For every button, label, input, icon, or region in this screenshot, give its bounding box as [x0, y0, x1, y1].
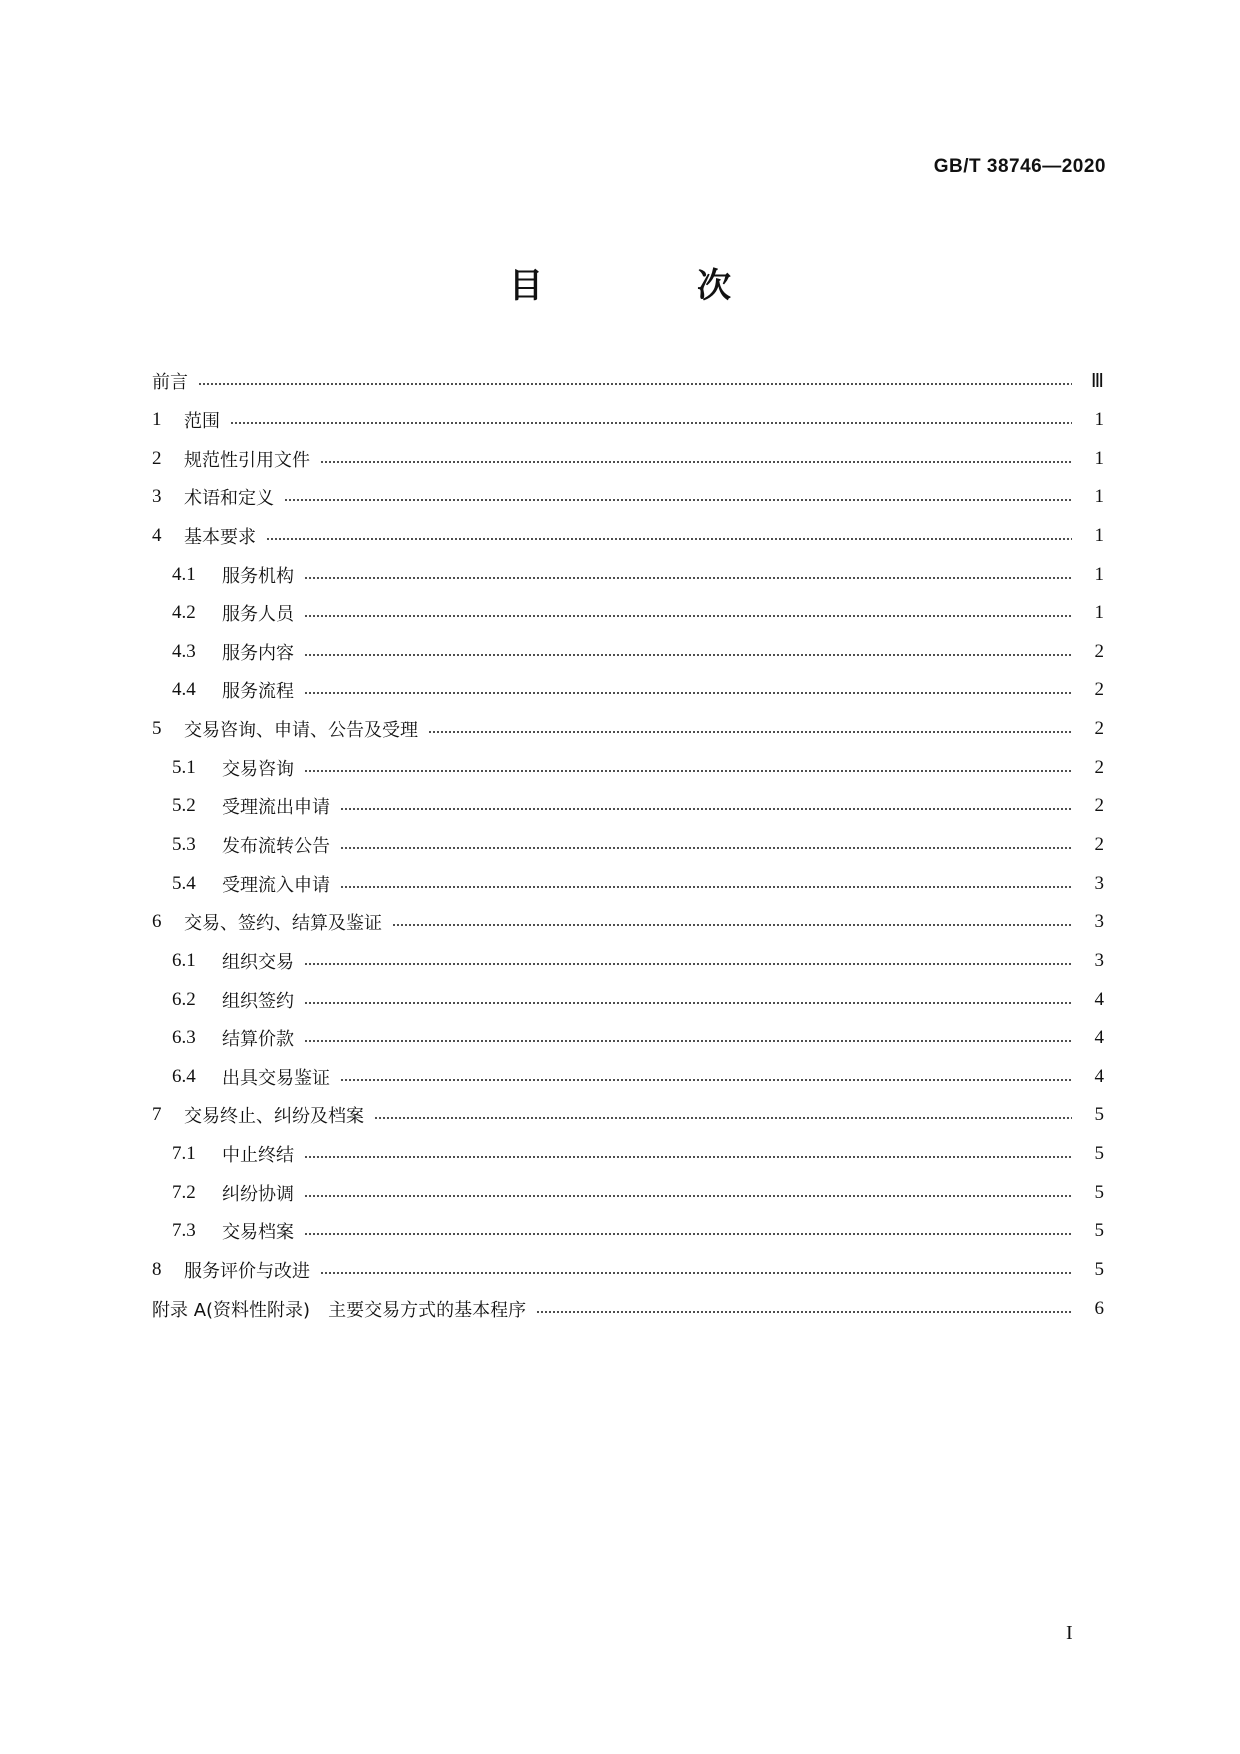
toc-entry-title: 服务机构	[222, 565, 294, 587]
toc-entry-title: 范围	[184, 410, 220, 432]
toc-entry-title: 交易咨询	[222, 758, 294, 780]
dot-leader	[304, 770, 1072, 772]
toc-entry[interactable]	[152, 671, 1104, 710]
dot-leader	[266, 538, 1072, 540]
toc-entry-page: 2	[1094, 679, 1104, 701]
toc-entry-page: 4	[1094, 988, 1104, 1010]
toc-entry[interactable]	[152, 942, 1104, 981]
standard-number: GB/T 38746—2020	[933, 156, 1106, 177]
toc-entry[interactable]	[152, 362, 1104, 401]
toc-entry[interactable]	[152, 401, 1104, 440]
toc-entry-page: 1	[1094, 563, 1104, 585]
toc-entry-page: 1	[1094, 408, 1104, 430]
toc-entry-number: 5.3	[172, 834, 196, 855]
toc-entry[interactable]	[152, 1289, 1104, 1328]
toc-entry-number: 4	[152, 524, 162, 546]
toc-entry-page: 2	[1094, 834, 1104, 855]
toc-entry[interactable]	[152, 710, 1104, 749]
toc-entry-title: 交易咨询、申请、公告及受理	[184, 720, 418, 742]
toc-entry-title: 纠纷协调	[222, 1183, 294, 1205]
toc-title: 目 次	[509, 266, 791, 306]
toc-entry-number: 7.2	[172, 1181, 196, 1203]
dot-leader	[340, 847, 1072, 849]
dot-leader	[304, 1040, 1072, 1042]
toc-entry-title: 附录 A(资料性附录) 主要交易方式的基本程序	[152, 1299, 527, 1321]
toc-entry-number: 4.4	[172, 679, 196, 701]
dot-leader	[320, 1272, 1072, 1274]
dot-leader	[284, 499, 1072, 501]
dot-leader	[320, 461, 1072, 463]
toc-entry-title: 交易终止、纠纷及档案	[184, 1106, 364, 1128]
toc-entry-title: 受理流出申请	[222, 797, 330, 819]
toc-entry-title: 组织交易	[222, 951, 294, 973]
toc-entry-number: 4.2	[172, 602, 196, 624]
toc-entry-page: 5	[1094, 1143, 1104, 1165]
toc-entry-number: 7.1	[172, 1143, 196, 1165]
dot-leader	[304, 577, 1072, 579]
toc-entry-page: 1	[1094, 486, 1104, 508]
toc-entry[interactable]	[152, 1096, 1104, 1135]
toc-entry[interactable]	[152, 1058, 1104, 1097]
toc-entry-page: 1	[1094, 602, 1104, 624]
page-number: I	[1066, 1622, 1073, 1644]
toc-entry[interactable]	[152, 439, 1104, 478]
toc-entry[interactable]	[152, 517, 1104, 556]
dot-leader	[198, 383, 1072, 385]
dot-leader	[230, 422, 1072, 424]
toc-entry-number: 5	[152, 718, 162, 740]
toc-entry-page: 6	[1094, 1297, 1104, 1319]
toc-entry-title: 发布流转公告	[222, 836, 330, 857]
table-of-contents	[152, 362, 1104, 1328]
toc-entry[interactable]	[152, 787, 1104, 826]
toc-entry-number: 4.1	[172, 563, 196, 585]
dot-leader	[304, 654, 1072, 656]
toc-entry-number: 6.2	[172, 988, 196, 1010]
dot-leader	[304, 1233, 1072, 1235]
toc-entry-number: 8	[152, 1259, 162, 1281]
toc-entry[interactable]	[152, 826, 1104, 865]
toc-entry-page: 5	[1094, 1181, 1104, 1203]
dot-leader	[392, 924, 1072, 926]
toc-entry-number: 2	[152, 447, 162, 469]
toc-entry[interactable]	[152, 1019, 1104, 1058]
toc-entry-title: 出具交易鉴证	[222, 1067, 330, 1089]
toc-entry-number: 7	[152, 1104, 162, 1126]
toc-entry-number: 4.3	[172, 640, 196, 662]
toc-entry-title: 服务人员	[222, 604, 294, 626]
toc-entry-title: 中止终结	[222, 1145, 294, 1167]
dot-leader	[304, 1195, 1072, 1197]
toc-entry[interactable]	[152, 1135, 1104, 1174]
toc-entry[interactable]	[152, 748, 1104, 787]
toc-entry-number: 7.3	[172, 1220, 196, 1242]
toc-entry[interactable]	[152, 1173, 1104, 1212]
toc-entry-number: 6	[152, 911, 162, 933]
toc-entry-title: 服务评价与改进	[184, 1261, 310, 1283]
toc-entry[interactable]	[152, 1212, 1104, 1251]
toc-entry-page: 5	[1094, 1220, 1104, 1242]
toc-entry[interactable]	[152, 980, 1104, 1019]
toc-entry-title: 规范性引用文件	[184, 449, 310, 471]
dot-leader	[340, 808, 1072, 810]
toc-entry-page: 3	[1094, 911, 1104, 933]
toc-entry-page: 2	[1094, 795, 1104, 817]
dot-leader	[374, 1117, 1072, 1119]
toc-entry-page: 4	[1094, 1027, 1104, 1049]
toc-entry-title: 受理流入申请	[222, 874, 330, 896]
toc-entry-page: 1	[1094, 524, 1104, 546]
toc-entry[interactable]	[152, 903, 1104, 942]
toc-entry-page: 1	[1094, 447, 1104, 469]
toc-entry-number: 1	[152, 408, 162, 430]
toc-entry-title: 服务流程	[222, 681, 294, 703]
toc-entry-page: Ⅲ	[1090, 370, 1104, 392]
toc-entry-title: 前言	[152, 372, 188, 394]
dot-leader	[304, 963, 1072, 965]
dot-leader	[304, 1002, 1072, 1004]
toc-entry-page: 4	[1094, 1065, 1104, 1087]
toc-entry-title: 组织签约	[222, 990, 294, 1012]
toc-entry-page: 2	[1094, 718, 1104, 740]
toc-entry-number: 6.1	[172, 949, 196, 971]
toc-entry-number: 5.2	[172, 795, 196, 817]
toc-entry-number: 3	[152, 486, 162, 508]
toc-entry-title: 基本要求	[184, 526, 256, 548]
toc-entry-title: 交易档案	[222, 1222, 294, 1244]
toc-entry-page: 2	[1094, 640, 1104, 662]
toc-entry-page: 5	[1094, 1104, 1104, 1126]
toc-entry-number: 5.1	[172, 756, 196, 778]
toc-entry-page: 3	[1094, 872, 1104, 894]
toc-entry[interactable]	[152, 864, 1104, 903]
toc-entry-title: 交易、签约、结算及鉴证	[184, 913, 382, 935]
toc-entry[interactable]	[152, 478, 1104, 517]
toc-entry-page: 2	[1094, 756, 1104, 778]
toc-entry[interactable]	[152, 632, 1104, 671]
toc-entry-number: 6.4	[172, 1065, 196, 1087]
toc-entry-title: 服务内容	[222, 642, 294, 664]
dot-leader	[428, 731, 1072, 733]
toc-entry[interactable]	[152, 1251, 1104, 1290]
dot-leader	[536, 1311, 1072, 1313]
dot-leader	[340, 886, 1072, 888]
toc-entry-page: 3	[1094, 949, 1104, 971]
toc-entry-title: 术语和定义	[184, 488, 274, 510]
toc-entry-title: 结算价款	[222, 1029, 294, 1051]
dot-leader	[304, 615, 1072, 617]
toc-entry-page: 5	[1094, 1259, 1104, 1281]
toc-entry-number: 6.3	[172, 1027, 196, 1049]
dot-leader	[304, 1156, 1072, 1158]
dot-leader	[304, 692, 1072, 694]
toc-entry[interactable]	[152, 594, 1104, 633]
toc-entry-number: 5.4	[172, 872, 196, 894]
dot-leader	[340, 1079, 1072, 1081]
toc-entry[interactable]	[152, 555, 1104, 594]
